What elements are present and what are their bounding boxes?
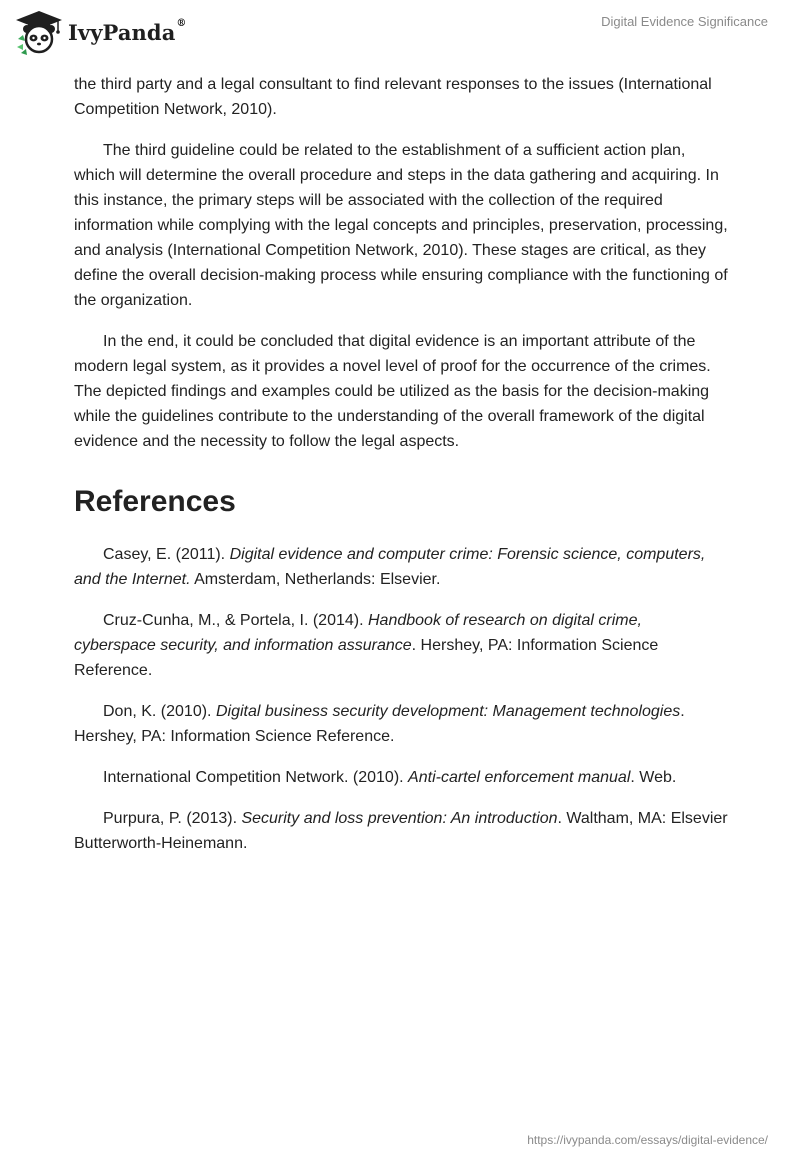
brand-name: IvyPanda® xyxy=(68,17,187,45)
paragraph: In the end, it could be concluded that digital evidence is an important attribute of the modern legal system, as it provides a novel level of proof for the occurrence of the crimes. The depicted findings and examples could be utilized as the basis for the decision-making while the guidelines contribute to the understanding of the overall framework of the digital evidence and the necessity to follow the legal aspects. xyxy=(74,333,711,450)
paragraph: the third party and a legal consultant to find relevant responses to the issues (International Competition Network, 2010). xyxy=(74,76,712,118)
reference-item: Cruz-Cunha, M., & Portela, I. (2014). Handbook of research on digital crime, cyberspace security, and information assurance. Hershey, PA: Information Science Reference. xyxy=(74,612,659,679)
reference-item: Purpura, P. (2013). Security and loss prevention: An introduction. Waltham, MA: Elsevier Butterworth-Heinemann. xyxy=(74,810,728,852)
panda-logo-icon xyxy=(14,9,64,55)
essay-body xyxy=(74,72,728,872)
reference-item: Casey, E. (2011). Digital evidence and computer crime: Forensic science, computers, and the Internet. Amsterdam, Netherlands: Elsevier. xyxy=(74,546,706,588)
reference-item: Don, K. (2010). Digital business security development: Management technologies. Hershey, PA: Information Science Reference. xyxy=(74,703,685,745)
references-heading: References xyxy=(74,485,236,518)
page-header xyxy=(0,0,800,70)
ivypanda-logo[interactable] xyxy=(14,9,187,55)
document-title: Digital Evidence Significance xyxy=(601,14,768,29)
source-url-link[interactable]: https://ivypanda.com/essays/digital-evidence/ xyxy=(527,1133,768,1147)
reference-item: International Competition Network. (2010). Anti-cartel enforcement manual. Web. xyxy=(103,769,677,786)
paragraph: The third guideline could be related to the establishment of a sufficient action plan, which will determine the overall procedure and steps in the data gathering and acquiring. In this instance, the primary steps will be associated with the collection of the required information while complying with the legal concepts and principles, preservation, processing, and analysis (International Competition Network, 2010). These stages are critical, as they define the overall decision-making process while ensuring compliance with the functioning of the organization. xyxy=(74,142,728,309)
